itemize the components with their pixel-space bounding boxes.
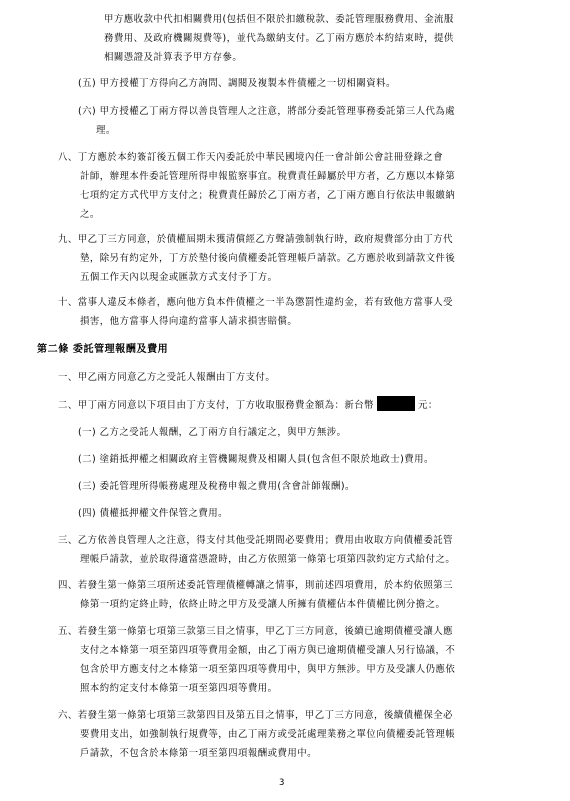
page-number: 3 (279, 778, 285, 788)
clause-ten: 十、當事人違反本條者，應向他方負本件債權之一半為懲罰性違約金，若有致他方當事人受 (58, 297, 454, 308)
article-two-item-five: 五、若發生第一條第七項第三款第三目之情事，甲乙丁三方同意，後續已逾期債權受讓人應 (58, 626, 454, 637)
article-two-item-one: 一、甲乙兩方同意乙方之受託人報酬由丁方支付。 (58, 372, 276, 383)
redacted-amount (377, 396, 415, 411)
clause-continuation: 照本約約定支付本條第一項至第四項等費用。 (80, 683, 278, 694)
fee-sentence-end: 元： (418, 400, 438, 411)
clause-continuation: 七項約定方式代甲方支付之；稅費責任歸於乙丁兩方者，乙丁兩方應自行依法申報繳納 (80, 190, 456, 201)
clause-continuation: 支付之本條第一項至第四項等費用金額，由乙丁兩方與已逾期債權受讓人另行協議，不 (80, 645, 456, 656)
sub-item: (三) 委託管理所得帳務處理及稅務申報之費用(含會計師報酬)。 (78, 481, 355, 492)
clause-continuation: 之。 (80, 209, 100, 220)
paragraph-line: 相關憑證及計算表予甲方存參。 (104, 52, 243, 63)
article-two-item-six: 六、若發生第一條第七項第三款第四目及第五目之情事，甲乙丁三方同意，後續債權保全必 (58, 710, 454, 721)
clause-continuation: 條第一項約定終止時，依終止時之甲方及受讓人所擁有債權佔本件債權比例分擔之。 (80, 599, 446, 610)
clause-continuation: 五個工作天內以現金或匯款方式支付予丁方。 (80, 272, 278, 283)
section-heading: 第二條 委託管理報酬及費用 (37, 344, 169, 355)
clause-continuation: 損害，他方當事人得向違約當事人請求損害賠償。 (80, 316, 298, 327)
clause-continuation: 計師，辦理本件委託管理所得申報監察事宜。稅費責任歸屬於甲方者，乙方應以本條第 (80, 171, 456, 182)
fee-sentence: 二、甲丁兩方同意以下項目由丁方支付，丁方收取服務費金額為：新台幣 (58, 400, 375, 411)
article-two-item-two (58, 396, 438, 415)
clause-continuation: 戶請款，不包含於本條第一項至第四項報酬或費用中。 (80, 748, 318, 759)
sub-item: (二) 塗銷抵押權之相關政府主管機關規費及相關人員(包含但不限於地政士)費用。 (78, 454, 434, 465)
sub-item: (四) 債權抵押權文件保管之費用。 (78, 508, 229, 519)
article-two-item-four: 四、若發生第一條第三項所述委託管理債權轉讓之情事，則前述四項費用，於本約依照第三 (58, 580, 454, 591)
clause-continuation: 要費用支出，如強制執行規費等，由乙丁兩方或受託處理業務之單位向債權委託管理帳 (80, 729, 456, 740)
article-two-item-three: 三、乙方依善良管理人之注意，得支付其他受託期間必要費用；費用由收取方向債權委託管 (58, 535, 454, 546)
clause-continuation: 包含於甲方應支付之本條第一項至第四項等費用中，與甲方無涉。甲方及受讓人仍應依 (80, 664, 456, 675)
clause-continuation: 墊，除另有約定外，丁方於墊付後向債權委託管理帳戶請款。乙方應於收到請款文件後 (80, 253, 456, 264)
paragraph-line: 甲方應收款中代扣相關費用(包括但不限於扣繳稅款、委託管理服務費用、金流服 (104, 14, 454, 25)
sub-item: (一) 乙方之受託人報酬，乙丁兩方自行議定之，與甲方無涉。 (78, 427, 347, 438)
paragraph-line: 務費用、及政府機關規費等)，並代為繳納支付。乙丁兩方應於本約結束時，提供 (104, 33, 454, 44)
clause-eight: 八、丁方應於本約簽訂後五個工作天內委託於中華民國境內任一會計師公會註冊登錄之會 (58, 152, 444, 163)
list-item: (六) 甲方授權乙丁兩方得以善良管理人之注意，將部分委託管理事務委託第三人代為處 (78, 106, 456, 117)
list-item-continuation: 理。 (96, 125, 116, 136)
list-item: (五) 甲方授權丁方得向乙方詢問、調閱及複製本件債權之一切相關資料。 (78, 78, 396, 89)
clause-continuation: 理帳戶請款，並於取得適當憑證時，由乙方依照第一條第七項第四款約定方式給付之。 (80, 554, 456, 565)
clause-nine: 九、甲乙丁三方同意，於債權屆期未獲清償經乙方聲請強制執行時，政府規費部分由丁方代 (58, 234, 454, 245)
